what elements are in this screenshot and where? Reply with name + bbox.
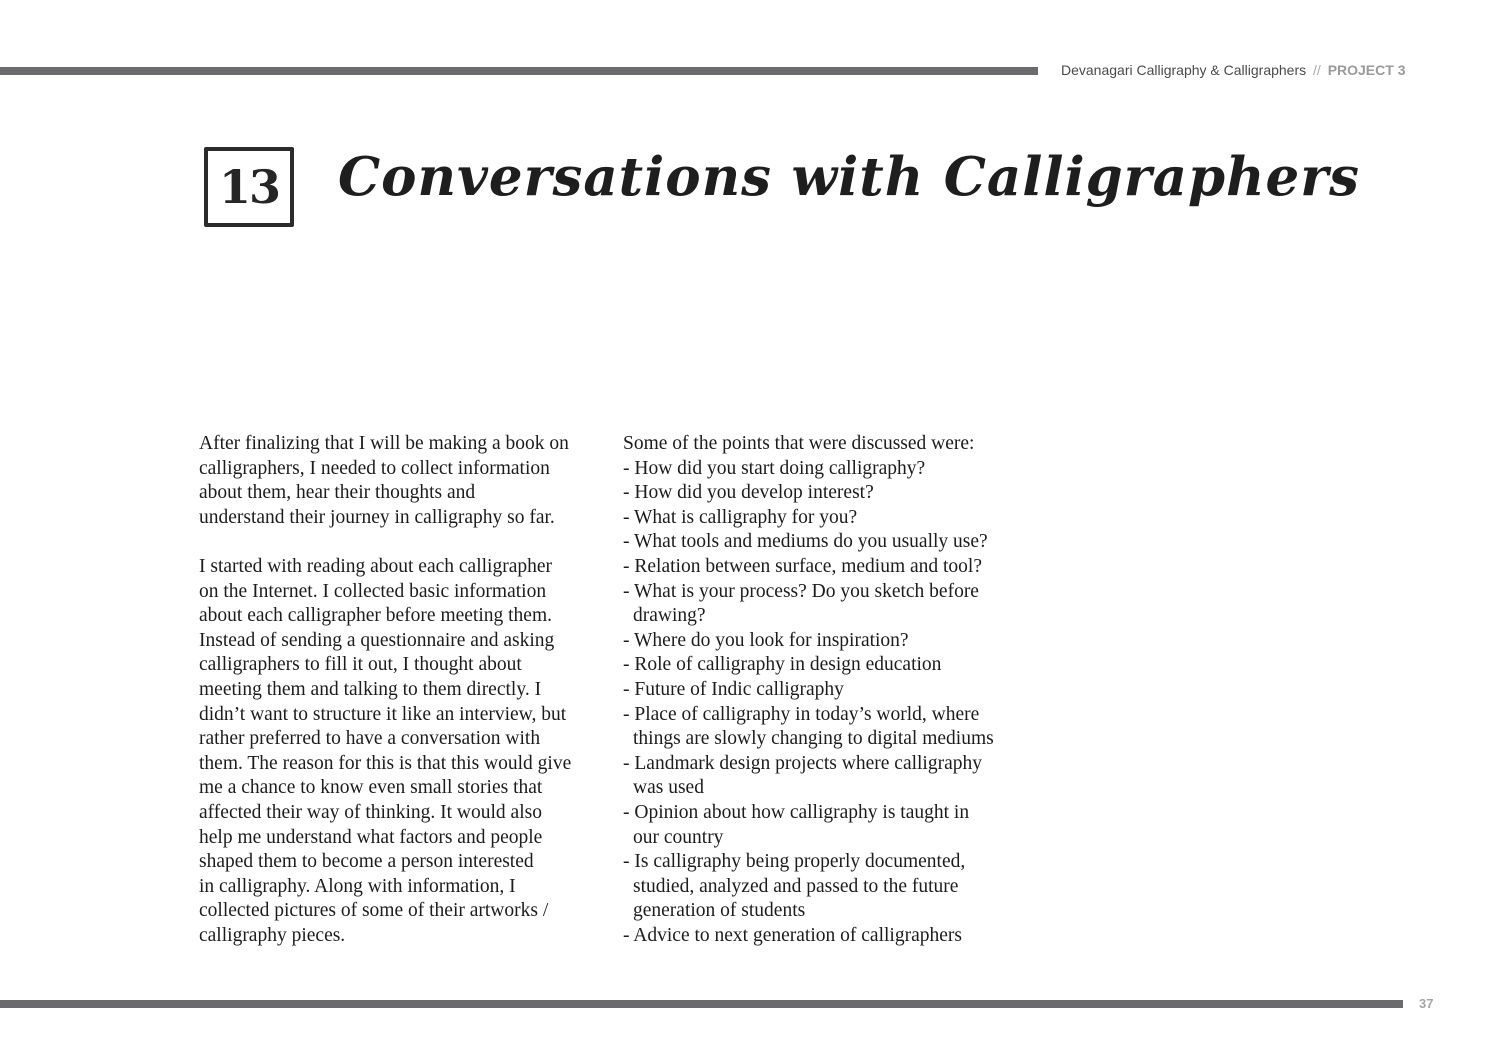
page-number: 37	[1419, 996, 1434, 1011]
list-item: - Relation between surface, medium and tool?	[623, 555, 1023, 580]
list-item: - How did you develop interest?	[623, 481, 1023, 506]
list-item: - Opinion about how calligraphy is taught in our country	[623, 801, 1023, 850]
running-header	[1061, 62, 1406, 78]
list-item: - What is calligraphy for you?	[623, 506, 1023, 531]
chapter-number: 13	[218, 160, 279, 214]
left-column	[199, 432, 599, 948]
body-paragraph: After finalizing that I will be making a book on calligraphers, I needed to collect information about them, hear their thoughts and understand their journey in calligraphy so far.	[199, 433, 569, 528]
running-title: Devanagari Calligraphy & Calligraphers	[1061, 62, 1307, 78]
right-column	[623, 432, 1023, 948]
project-label: PROJECT 3	[1327, 62, 1406, 78]
discussion-points-list	[623, 457, 1023, 949]
list-item: - Where do you look for inspiration?	[623, 629, 1023, 654]
body-paragraph: I started with reading about each calligrapher on the Internet. I collected basic information about each calligrapher before meeting them. Instead of sending a questionnaire and asking calligraphers to fill it out, I thought about meeting them and talking to them directly. I didn’t want to structure it like an interview, but rather preferred to have a conversation with them. The reason for this is that this would give me a chance to know even small stories that affected their way of thinking. It would also help me understand what factors and people shaped them to become a person interested in calligraphy. Along with information, I collected pictures of some of their artworks / calligraphy pieces.	[199, 555, 572, 946]
footer-rule	[0, 1000, 1403, 1008]
header-rule	[0, 67, 1038, 75]
list-item: - Advice to next generation of calligraphers	[623, 924, 1023, 949]
list-item: - How did you start doing calligraphy?	[623, 457, 1023, 482]
list-item: - Place of calligraphy in today’s world, where things are slowly changing to digital mediums	[623, 703, 1023, 752]
list-item: - Landmark design projects where calligraphy was used	[623, 752, 1023, 801]
chapter-title: Conversations with Calligraphers	[338, 146, 1361, 208]
list-item: - What is your process? Do you sketch before drawing?	[623, 580, 1023, 629]
list-item: - Future of Indic calligraphy	[623, 678, 1023, 703]
list-item: - Role of calligraphy in design education	[623, 653, 1023, 678]
header-separator: //	[1313, 62, 1321, 78]
discussion-intro: Some of the points that were discussed were:	[623, 433, 975, 454]
list-item: - Is calligraphy being properly documented, studied, analyzed and passed to the future generation of students	[623, 850, 1023, 924]
list-item: - What tools and mediums do you usually use?	[623, 530, 1023, 555]
chapter-number-box	[204, 147, 294, 227]
